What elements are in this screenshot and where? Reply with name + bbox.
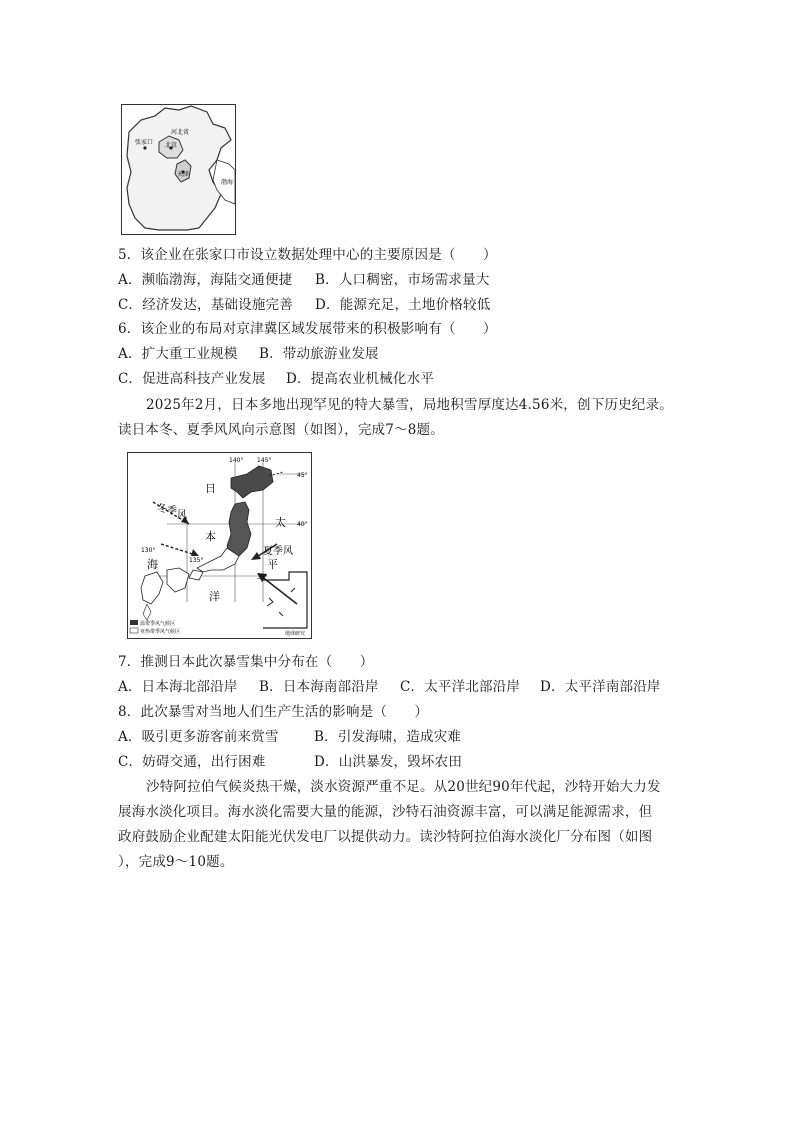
- option-6a[interactable]: A．扩大重工业规模: [118, 346, 238, 362]
- question-6-options-row1: [118, 345, 379, 363]
- legend-swatch-subtropical: [130, 628, 138, 633]
- label-lat-40: 40°: [297, 521, 308, 528]
- passage-2-text1: 沙特阿拉伯气候炎热干燥，淡水资源严重不足。从20世纪90年代起，沙特开始大力发: [146, 779, 661, 795]
- question-5-stem: 5．该企业在张家口市设立数据处理中心的主要原因是（ ）: [118, 247, 497, 263]
- label-lon-130: 130°: [141, 547, 156, 554]
- option-5b[interactable]: B．人口稠密，市场需求量大: [315, 272, 490, 288]
- label-zhangjiakou: 张家口: [135, 139, 154, 146]
- japan-monsoon-map: [127, 452, 312, 639]
- label-hebei: 河北省: [171, 129, 190, 136]
- passage-2-line1: [118, 778, 661, 796]
- option-7c[interactable]: C．太平洋北部沿岸: [400, 679, 521, 695]
- option-7b[interactable]: B．日本海南部沿岸: [259, 679, 379, 695]
- option-8b[interactable]: B．引发海啸，造成灾难: [314, 729, 462, 745]
- question-7-stem: 7．推测日本此次暴雪集中分布在（ ）: [118, 654, 374, 670]
- label-bohai: 渤海: [221, 179, 234, 186]
- question-6-options-row2: [118, 370, 434, 388]
- label-ocean-tai: 太: [275, 516, 286, 529]
- label-sea-ri: 日: [205, 482, 216, 495]
- label-lon-145: 145°: [257, 457, 272, 464]
- question-5-options-row1: [118, 271, 490, 289]
- label-winter-wind-2: 季: [167, 506, 177, 517]
- label-winter-wind-1: 冬: [157, 504, 167, 515]
- question-8-options-row2: [118, 753, 462, 771]
- label-lat-45: 45°: [297, 472, 308, 479]
- passage-2-line2: 展海水淡化项目。海水淡化需要大量的能源，沙特石油资源丰富，可以满足能源需求，但: [118, 804, 653, 820]
- legend-subtropical: 亚热带季风气候区: [140, 629, 181, 635]
- question-8-options-row1: [118, 728, 461, 746]
- passage-1-text1: 2025年2月，日本多地出现罕见的特大暴雪，局地积雪厚度达4.56米，创下历史纪录。: [146, 397, 673, 413]
- option-6c[interactable]: C．促进高科技产业发展: [118, 371, 266, 387]
- option-8d[interactable]: D．山洪暴发，毁坏农田: [314, 754, 463, 770]
- source-label: 地球研究: [285, 631, 306, 637]
- label-ocean-yang: 洋: [209, 590, 220, 603]
- label-ocean-ping: 平: [267, 558, 278, 571]
- jingjinji-map: [121, 104, 236, 235]
- label-summer-wind: 夏季风: [263, 546, 293, 557]
- option-7d[interactable]: D．太平洋南部沿岸: [540, 679, 661, 695]
- option-6d[interactable]: D．提高农业机械化水平: [286, 371, 435, 387]
- label-tianjin: 天津: [177, 171, 190, 178]
- label-lat-35: 35°: [257, 574, 268, 581]
- label-lon-140: 140°: [229, 457, 244, 464]
- legend-temperate: 温带季风气候区: [140, 621, 176, 627]
- label-sea-hai: 海: [147, 558, 158, 571]
- option-7a[interactable]: A．日本海北部沿岸: [118, 679, 238, 695]
- option-5c[interactable]: C．经济发达，基础设施完善: [118, 297, 293, 313]
- option-8c[interactable]: C．妨碍交通，出行困难: [118, 754, 266, 770]
- option-8a[interactable]: A．吸引更多游客前来赏雪: [118, 729, 279, 745]
- option-5d[interactable]: D．能源充足，土地价格较低: [315, 297, 491, 313]
- passage-1-line1: [118, 396, 673, 414]
- label-sea-ben: 本: [205, 530, 216, 543]
- label-winter-wind-3: 风: [177, 510, 187, 521]
- passage-2-line4: ），完成9～10题。: [118, 854, 234, 870]
- question-8-stem: 8．此次暴雪对当地人们生产生活的影响是（ ）: [118, 704, 429, 720]
- question-6-stem: 6．该企业的布局对京津冀区域发展带来的积极影响有（ ）: [118, 321, 497, 337]
- question-5-options-row2: [118, 296, 490, 314]
- label-lon-135: 135°: [189, 557, 204, 564]
- label-beijing: 北京: [165, 142, 178, 149]
- question-7-options: [118, 678, 661, 696]
- legend-swatch-temperate: [130, 620, 138, 625]
- passage-1-line2: 读日本冬、夏季风风向示意图（如图），完成7～8题。: [118, 422, 444, 438]
- option-5a[interactable]: A．濒临渤海，海陆交通便捷: [118, 272, 293, 288]
- passage-2-line3: 政府鼓励企业配建太阳能光伏发电厂以提供动力。读沙特阿拉伯海水淡化厂分布图（如图: [118, 829, 653, 845]
- option-6b[interactable]: B．带动旅游业发展: [259, 346, 379, 362]
